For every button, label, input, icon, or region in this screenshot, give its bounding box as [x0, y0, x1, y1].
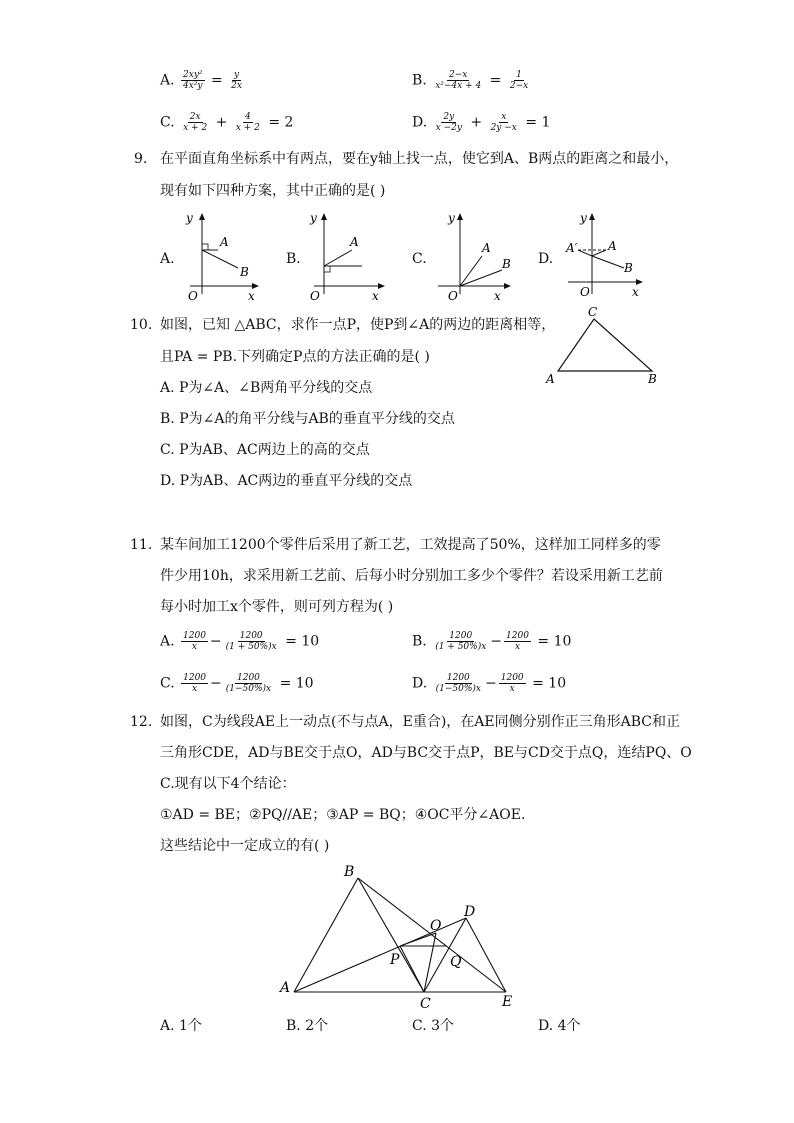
q9-figure-a: [180, 210, 260, 302]
right-angle-mark: [202, 244, 208, 250]
q9-option-a-label: A.: [160, 251, 175, 267]
point-c-label: C: [420, 996, 431, 1012]
point-d-label: D: [464, 904, 476, 920]
o-label: O: [188, 289, 198, 302]
fraction: $\frac{y}{2x}$: [231, 70, 242, 91]
q11-stem-line1: 某车间加工1200个零件后采用了新工艺，工效提高了50%，这样加工同样多的零: [160, 537, 661, 553]
fraction: $\frac{2x}{x + 2}$: [183, 112, 208, 133]
q8-option-d: [412, 112, 550, 133]
q9-figure-b: [306, 210, 386, 302]
point-a-label: A: [608, 239, 617, 253]
segment: [592, 250, 606, 256]
y-label: y: [448, 211, 455, 225]
point-p-label: P: [390, 952, 400, 968]
option-label: B.: [412, 72, 427, 89]
fraction: $\frac{1200}{x}$: [183, 631, 206, 652]
x-arrow: [504, 283, 511, 289]
y-arrow: [199, 213, 205, 220]
q11-stem-line3: 每小时加工x个零件，则可列方程为( ): [160, 599, 394, 615]
y-arrow: [321, 213, 327, 220]
q12-question: 这些结论中一定成立的有( ): [160, 838, 330, 854]
q12-option-d: D. 4个: [538, 1018, 581, 1034]
rhs: = 10: [537, 633, 572, 650]
point-b-label: B: [648, 372, 657, 386]
point-b-label: B: [240, 265, 249, 279]
rhs: = 2: [268, 114, 294, 131]
q9-option-d-label: D.: [538, 251, 554, 267]
triangle-abc: [558, 319, 652, 371]
point-q-label: Q: [450, 954, 462, 970]
q10-option-a: A. P为∠A、∠B两角平分线的交点: [160, 380, 373, 396]
q9-number: 9.: [134, 151, 148, 167]
fraction: $\frac{1200}{(1-50\%)x}$: [435, 673, 482, 694]
fraction: $\frac{1200}{x}$: [506, 631, 529, 652]
point-a-prime-label: A′: [566, 241, 578, 255]
operator: +: [470, 114, 483, 131]
q11-number: 11.: [130, 537, 153, 553]
q12-option-b: B. 2个: [286, 1018, 329, 1034]
segment: [324, 250, 352, 266]
segment-bc: [358, 878, 424, 992]
fraction: $\frac{1200}{(1-50\%)x}$: [225, 673, 272, 694]
q12-option-c: C. 3个: [412, 1018, 455, 1034]
q9-stem-line1: 在平面直角坐标系中有两点，要在y轴上找一点，使它到A、B两点的距离之和最小，: [160, 151, 679, 167]
right-angle-mark: [324, 266, 330, 272]
x-label: x: [494, 289, 501, 302]
q9-option-c-label: C.: [412, 251, 427, 267]
fraction: $\frac{x}{2y -x}$: [490, 112, 517, 133]
point-e-label: E: [502, 994, 513, 1010]
fraction: $\frac{1200}{x}$: [500, 673, 524, 694]
segment-ab: [294, 878, 358, 992]
rhs: = 1: [525, 114, 551, 131]
fraction: $\frac{4}{x + 2}$: [235, 112, 260, 133]
segment-de: [466, 918, 506, 992]
fraction: $\frac{1200}{(1 + 50\%)x}$: [435, 631, 487, 652]
option-label: D.: [412, 675, 428, 692]
q12-geometry-figure: [276, 860, 526, 1012]
fraction: $\frac{1}{2-x}$: [509, 70, 529, 91]
fraction: $\frac{1200}{x}$: [183, 673, 207, 694]
q9-figure-c: [432, 210, 512, 302]
point-a-label: A: [546, 372, 555, 386]
point-a-label: A: [482, 241, 491, 255]
q11-option-b: B. $\frac{1200}{(1 + 50\%)x}$ − $\frac{1200}{x}$ = 10: [412, 631, 572, 652]
fraction: $\frac{1200}{(1 + 50\%)x}$: [225, 631, 277, 652]
q11-option-c: C. $\frac{1200}{x}$ − $\frac{1200}{(1-50\%)x}$ = 10: [160, 673, 314, 694]
option-label: A.: [160, 633, 175, 650]
point-a-label: A: [350, 235, 359, 249]
segment-pc: [400, 946, 424, 992]
x-arrow: [378, 283, 385, 289]
q11-stem-line2: 件少用10h，求采用新工艺前、后每小时分别加工多少个零件？若设采用新工艺前: [160, 568, 663, 584]
q10-number: 10.: [130, 317, 153, 333]
rhs: = 10: [285, 633, 320, 650]
q10-stem-line1: 如图，已知 △ABC，求作一点P，使P到∠A的两边的距离相等，: [160, 317, 556, 333]
y-arrow: [457, 213, 463, 220]
o-label: O: [580, 285, 590, 299]
q11-option-d: D. $\frac{1200}{(1-50\%)x}$ − $\frac{1200}{x}$ = 10: [412, 673, 567, 694]
y-label: y: [580, 211, 587, 225]
q10-option-d: D. P为AB、AC两边的垂直平分线的交点: [160, 473, 413, 489]
point-c-label: C: [588, 305, 598, 319]
y-label: y: [310, 211, 317, 225]
q10-option-c: C. P为AB、AC两边上的高的交点: [160, 442, 370, 458]
point-o-label: O: [430, 918, 442, 934]
q12-option-a: A. 1个: [160, 1018, 202, 1034]
segment: [202, 250, 238, 268]
y-arrow: [589, 213, 595, 220]
q10-stem-line2: 且PA = PB.下列确定P点的方法正确的是( ): [160, 349, 430, 365]
x-label: x: [372, 289, 379, 302]
operator: =: [489, 72, 502, 89]
option-label: A.: [160, 72, 175, 89]
point-a-label: A: [280, 980, 291, 996]
q8-option-a: [160, 70, 246, 91]
segment: [578, 250, 592, 256]
option-label: C.: [160, 675, 175, 692]
q9-figure-d: [562, 210, 646, 302]
point-b-label: B: [344, 864, 355, 880]
q12-conclusions: ①AD = BE；②PQ//AE；③AP = BQ；④OC平分∠AOE.: [160, 807, 526, 823]
rhs: = 10: [279, 675, 314, 692]
x-label: x: [632, 285, 639, 299]
o-label: O: [448, 289, 458, 302]
q12-stem-line2: 三角形CDE，AD与BE交于点O，AD与BC交于点P，BE与CD交于点Q，连结PQ、O: [160, 745, 692, 761]
q10-triangle-figure: [540, 305, 670, 387]
q12-number: 12.: [130, 714, 153, 730]
segment-op: [400, 933, 436, 946]
q12-stem-line1: 如图，C为线段AE上一动点(不与点A，E重合)，在AE同侧分别作正三角形ABC和正: [160, 714, 680, 730]
point-b-label: B: [502, 257, 511, 271]
o-label: O: [310, 289, 320, 302]
point-b-label: B: [624, 261, 633, 275]
y-label: y: [186, 211, 193, 225]
operator: +: [215, 114, 228, 131]
option-label: B.: [412, 633, 427, 650]
q8-option-b: [412, 70, 532, 91]
segment: [592, 256, 624, 268]
fraction: $\frac{\text{2xy²}}{\text{4x²y}}$: [183, 70, 203, 91]
q8-option-c: [160, 112, 293, 133]
option-label: D.: [412, 114, 428, 131]
option-label: C.: [160, 114, 175, 131]
fraction: $\frac{2-x}{\text{x²−4x + 4}}$: [435, 70, 482, 91]
fraction: $\frac{2y}{x -2y}$: [435, 112, 462, 133]
q9-option-b-label: B.: [286, 251, 301, 267]
q12-stem-line3: C.现有以下4个结论：: [160, 776, 296, 792]
q11-option-a: A. $\frac{1200}{x}$ − $\frac{1200}{(1 + 50\%)x}$ = 10: [160, 631, 320, 652]
rhs: = 10: [532, 675, 567, 692]
point-a-label: A: [220, 235, 229, 249]
segment-oc: [424, 933, 436, 992]
operator: =: [210, 72, 223, 89]
q10-option-b: B. P为∠A的角平分线与AB的垂直平分线的交点: [160, 411, 455, 427]
x-label: x: [248, 289, 255, 302]
q9-stem-line2: 现有如下四种方案，其中正确的是( ): [160, 183, 386, 199]
